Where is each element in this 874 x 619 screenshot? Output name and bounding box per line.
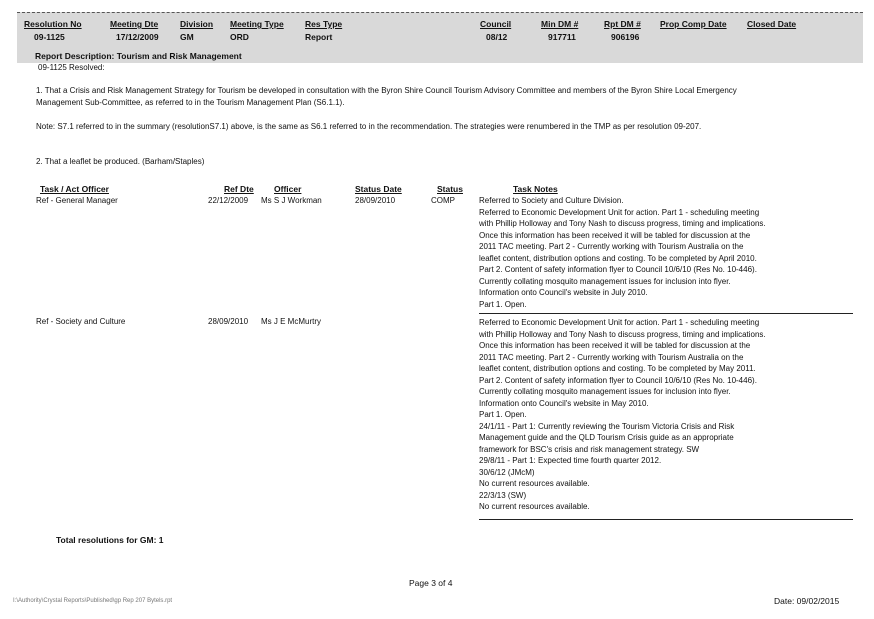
note-line: Referred to Society and Culture Division. [479, 196, 624, 205]
task-header-status: Status [437, 184, 463, 194]
note-line: 22/3/13 (SW) [479, 490, 527, 500]
total-resolutions: Total resolutions for GM: 1 [56, 535, 164, 545]
col-header-closed-date: Closed Date [747, 19, 797, 29]
resolution-paragraph-1: 1. That a Crisis and Risk Management Strategy for Tourism be developed in consultation with the Byron Shire Council Tourism Advisory Committee and members of the Byron Shire Local Emergency Management Sub-Committee, as referred to in the Tourism Management Plan (S6.1.1). [36, 86, 737, 107]
resolution-received: 09-1125 Resolved: [38, 63, 105, 72]
row1-officer: Ms S J Workman [261, 196, 322, 205]
col-header-rpt-dm: Rpt DM # [604, 19, 641, 29]
note-line: 30/6/12 (JMcM) [479, 467, 535, 477]
note-line: Part 1. Open. [479, 410, 527, 419]
note-line: No current resources available. [479, 502, 590, 511]
min-dm-value: 917711 [548, 32, 576, 42]
row1-divider [479, 313, 853, 314]
note-line: with Phillip Holloway and Tony Nash to discuss progress, timing and implications. [479, 329, 766, 339]
note-line: framework for BSC's crisis and risk management strategy. SW [479, 444, 700, 454]
resolution-paragraph-2: Note: S7.1 referred to in the summary (resolutionS7.1) above, is the same as S6.1 referred to in the recommendation. The strategies were renumbered in the TMP as per resolution 09-207. [36, 122, 702, 131]
note-line: Referred to Economic Development Unit for action. Part 1 - scheduling meeting [479, 318, 760, 327]
row2-task-notes [479, 317, 766, 513]
resolution-no-value: 09-1125 [34, 32, 65, 42]
meeting-type-value: ORD [230, 32, 249, 42]
col-header-prop-comp-date: Prop Comp Date [660, 19, 727, 29]
note-line: Management guide and the QLD Tourism Crisis guide as an appropriate [479, 433, 734, 442]
row1-task-notes [479, 195, 766, 310]
note-line: Currently collating mosquito management issues for inclusion into flyer. [479, 387, 731, 396]
note-line: Part 1. Open. [479, 299, 527, 309]
task-header-task-notes: Task Notes [513, 184, 558, 194]
task-header-status-date: Status Date [355, 184, 402, 194]
page-number: Page 3 of 4 [409, 578, 453, 588]
note-line: No current resources available. [479, 479, 590, 488]
note-line: Information onto Council's website in July 2010. [479, 288, 648, 297]
note-line: Referred to Economic Development Unit for action. Part 1 - scheduling meeting [479, 207, 760, 217]
res-type-value: Report [305, 32, 333, 42]
note-line: Information onto Council's website in May 2010. [479, 398, 649, 408]
task-header-task: Task / Act Officer [40, 184, 109, 194]
note-line: Part 2. Content of safety information flyer to Council 10/6/10 (Res No. 10-446). [479, 265, 757, 274]
council-value: 08/12 [486, 32, 508, 42]
resolution-paragraph-3: 2. That a leaflet be produced. (Barham/Staples) [36, 157, 205, 166]
note-line: Part 2. Content of safety information flyer to Council 10/6/10 (Res No. 10-446). [479, 375, 757, 385]
col-header-council: Council [480, 19, 512, 29]
col-header-resolution-no: Resolution No [24, 19, 82, 29]
row2-officer: Ms J E McMurtry [261, 317, 321, 326]
note-line: Once this information has been received it will be tabled for discussion at the [479, 341, 751, 350]
note-line: leaflet content, distribution options and costing. To be completed by April 2010. [479, 253, 757, 263]
note-line: Once this information has been received it will be tabled for discussion at the [479, 230, 751, 240]
note-line: 24/1/11 - Part 1: Currently reviewing the Tourism Victoria Crisis and Risk [479, 421, 735, 431]
division-value: GM [180, 32, 194, 42]
col-header-division: Division [180, 19, 214, 29]
note-line: Currently collating mosquito management issues for inclusion into flyer. [479, 276, 731, 286]
row2-task: Ref - Society and Culture [36, 317, 126, 326]
col-header-min-dm: Min DM # [541, 19, 579, 29]
report-date: Date: 09/02/2015 [774, 596, 840, 606]
col-header-meeting-dte: Meeting Dte [110, 19, 159, 29]
row1-status-date: 28/09/2010 [355, 196, 396, 205]
note-line: with Phillip Holloway and Tony Nash to discuss progress, timing and implications. [479, 219, 766, 228]
row1-ref-dte: 22/12/2009 [208, 196, 249, 205]
col-header-res-type: Res Type [305, 19, 343, 29]
note-line: 29/8/11 - Part 1: Expected time fourth quarter 2012. [479, 456, 662, 465]
note-line: 2011 TAC meeting. Part 2 - Currently working with Tourism Australia on the [479, 242, 744, 251]
row2-ref-dte: 28/09/2010 [208, 317, 249, 326]
rpt-dm-value: 906196 [611, 32, 640, 42]
task-header-ref-dte: Ref Dte [224, 184, 254, 194]
col-header-meeting-type: Meeting Type [230, 19, 284, 29]
row1-task: Ref - General Manager [36, 196, 118, 205]
note-line: 2011 TAC meeting. Part 2 - Currently working with Tourism Australia on the [479, 352, 744, 362]
task-header-officer: Officer [274, 184, 302, 194]
meeting-dte-value: 17/12/2009 [116, 32, 159, 42]
row1-status: COMP [431, 196, 455, 205]
row2-divider [479, 519, 853, 520]
report-file-path: I:\Authority\Crystal Reports\Published\gp Rep 207 Bytels.rpt [13, 598, 173, 604]
note-line: leaflet content, distribution options and costing. To be completed by May 2011. [479, 364, 756, 373]
report-description: Report Description: Tourism and Risk Management [35, 51, 242, 61]
